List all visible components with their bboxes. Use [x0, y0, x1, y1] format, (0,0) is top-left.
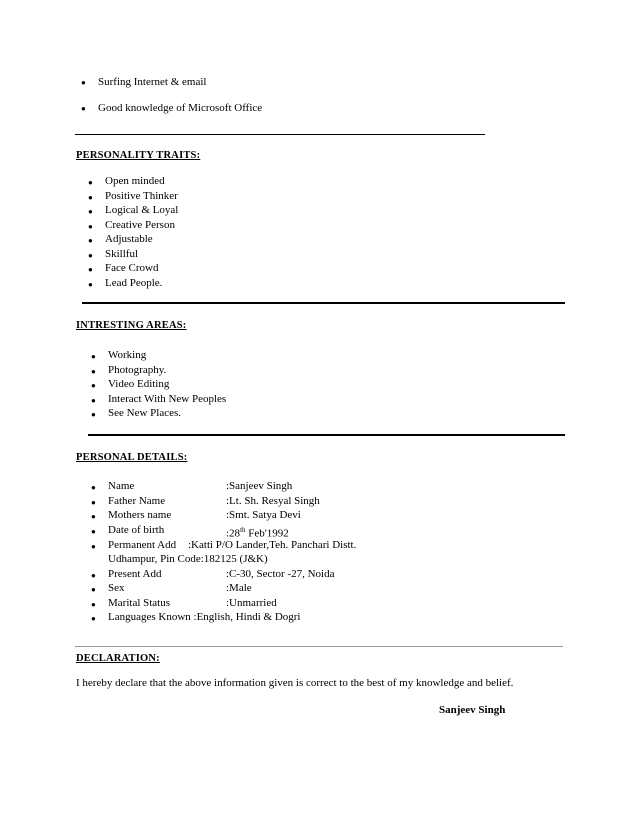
detail-value: :Katti P/O Lander,Teh. Panchari Distt. — [188, 539, 357, 551]
detail-label: Marital Status — [108, 597, 171, 609]
bullet-icon: ● — [91, 512, 96, 521]
detail-label: Mothers name — [108, 509, 172, 521]
personal-heading: PERSONAL DETAILS: — [76, 452, 188, 463]
divider — [75, 134, 485, 135]
bullet-icon: ● — [91, 410, 96, 419]
list-item: Creative Person — [105, 219, 175, 231]
interests-heading: INTRESTING AREAS: — [76, 320, 187, 331]
detail-label: Father Name — [108, 495, 166, 507]
bullet-icon: ● — [81, 104, 86, 113]
list-item: Surfing Internet & email — [98, 76, 207, 88]
bullet-icon: ● — [91, 498, 96, 507]
divider — [75, 646, 563, 647]
detail-label: Sex — [108, 582, 125, 594]
detail-value: :C-30, Sector -27, Noida — [226, 568, 335, 580]
bullet-icon: ● — [88, 178, 93, 187]
detail-value-continued: Udhampur, Pin Code:182125 (J&K) — [108, 553, 268, 565]
list-item: Logical & Loyal — [105, 204, 179, 216]
detail-label: Permanent Add — [108, 539, 177, 551]
detail-label: Languages Known :English, Hindi & Dogri — [108, 611, 301, 623]
detail-label: Date of birth — [108, 524, 165, 536]
bullet-icon: ● — [88, 207, 93, 216]
bullet-icon: ● — [88, 193, 93, 202]
detail-value: :Lt. Sh. Resyal Singh — [226, 495, 320, 507]
bullet-icon: ● — [91, 527, 96, 536]
list-item: Working — [108, 349, 147, 361]
declaration-heading: DECLARATION: — [76, 653, 160, 664]
dob-month-year: Feb'1992 — [245, 527, 289, 540]
bullet-icon: ● — [88, 265, 93, 274]
bullet-icon: ● — [91, 585, 96, 594]
list-item: Video Editing — [108, 378, 170, 390]
bullet-icon: ● — [81, 78, 86, 87]
detail-label: Present Add — [108, 568, 162, 580]
bullet-icon: ● — [91, 483, 96, 492]
dob-day: :28 — [226, 527, 241, 540]
detail-value: :Male — [226, 582, 252, 594]
divider — [82, 302, 565, 304]
bullet-icon: ● — [88, 236, 93, 245]
personality-heading: PERSONALITY TRAITS: — [76, 150, 201, 161]
detail-value: :Smt. Satya Devi — [226, 509, 301, 521]
detail-label: Name — [108, 480, 135, 492]
signature: Sanjeev Singh — [439, 704, 506, 716]
list-item: Good knowledge of Microsoft Office — [98, 102, 263, 114]
bullet-icon: ● — [91, 542, 96, 551]
detail-value: :Sanjeev Singh — [226, 480, 293, 492]
bullet-icon: ● — [88, 280, 93, 289]
bullet-icon: ● — [91, 352, 96, 361]
bullet-icon: ● — [88, 222, 93, 231]
list-item: Open minded — [105, 175, 165, 187]
bullet-icon: ● — [91, 367, 96, 376]
list-item: Skillful — [105, 248, 139, 260]
list-item: Photography. — [108, 364, 167, 376]
bullet-icon: ● — [91, 614, 96, 623]
list-item: Face Crowd — [105, 262, 159, 274]
list-item: Adjustable — [105, 233, 153, 245]
bullet-icon: ● — [88, 251, 93, 260]
bullet-icon: ● — [91, 600, 96, 609]
dob-suffix: th — [240, 526, 246, 534]
bullet-icon: ● — [91, 571, 96, 580]
list-item: Lead People. — [105, 277, 163, 289]
divider — [88, 434, 565, 436]
bullet-icon: ● — [91, 381, 96, 390]
detail-value: :Unmarried — [226, 597, 277, 609]
declaration-text: I hereby declare that the above information given is correct to the best of my knowledge and belief. — [76, 677, 514, 689]
list-item: See New Places. — [108, 407, 182, 419]
list-item: Interact With New Peoples — [108, 393, 227, 405]
bullet-icon: ● — [91, 396, 96, 405]
list-item: Positive Thinker — [105, 190, 178, 202]
